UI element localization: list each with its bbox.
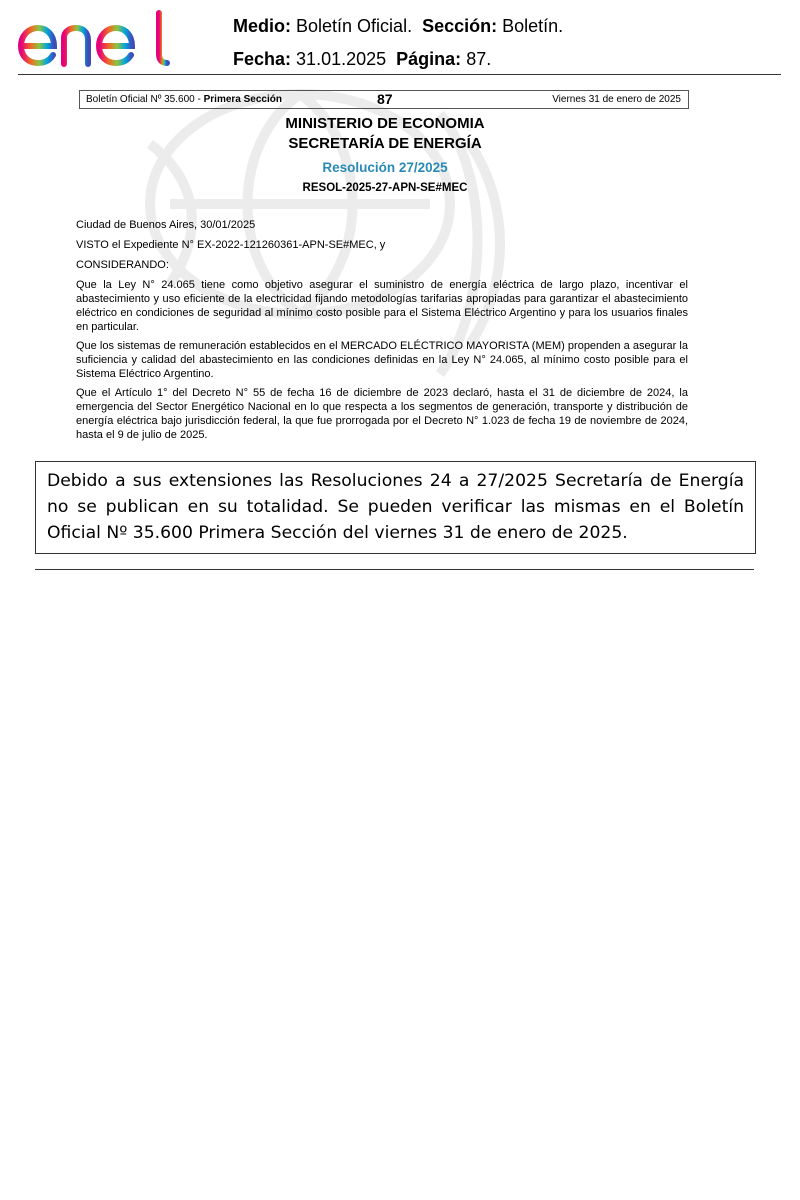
paragraph-mem: Que los sistemas de remuneración establecidos en el MERCADO ELÉCTRICO MAYORISTA (MEM) propenden a asegurar la suficiencia y calidad del abastecimiento en las condiciones definidas en la Ley N° 24.065, al mínimo costo posible para el Sistema Eléctrico Argentino.: [76, 340, 688, 380]
ministry-line-1: MINISTERIO DE ECONOMIA: [285, 115, 485, 132]
enel-logo-graphic: [16, 8, 172, 70]
clipping-metadata: [233, 10, 563, 76]
meta-line-1: [233, 10, 563, 43]
pagina-value: 87.: [466, 49, 492, 69]
bulletin-section: Primera Sección: [203, 94, 282, 105]
enel-logo: [16, 8, 172, 70]
ministry-line-2: SECRETARÍA DE ENERGÍA: [288, 135, 482, 152]
resolution-title: Resolución 27/2025: [322, 160, 448, 175]
resolution-body: [76, 218, 688, 447]
bulletin-header-left: [86, 94, 282, 105]
seccion-label: Sección:: [422, 16, 498, 36]
fecha-label: Fecha:: [233, 49, 292, 69]
fecha-value: 31.01.2025: [296, 49, 387, 69]
bottom-divider: [35, 569, 754, 570]
notice-box: Debido a sus extensiones las Resoluciones 24 a 27/2025 Secretaría de Energía no se publican en su totalidad. Se pueden verificar las mismas en el Boletín Oficial Nº 35.600 Primera Sección del viernes 31 de enero de 2025.: [35, 461, 756, 554]
meta-line-2: [233, 43, 563, 76]
seccion-value: Boletín.: [502, 16, 564, 36]
paragraph-decreto-55: Que el Artículo 1° del Decreto N° 55 de fecha 16 de diciembre de 2023 declaró, hasta el 31 de diciembre de 2024, la emergencia del Sector Energético Nacional en lo que respecta a los segmentos de generación, transporte y distribución de energía eléctrica bajo jurisdicción federal, la que fue prorrogada por el Decreto N° 1.023 de fecha 19 de noviembre de 2024, hasta el 9 de julio de 2025.: [76, 387, 688, 441]
newspaper-clipping: [70, 84, 700, 456]
pagina-label: Página:: [396, 49, 462, 69]
bulletin-header: [79, 90, 689, 109]
medio-value: Boletín Oficial.: [296, 16, 413, 36]
paragraph-visto: VISTO el Expediente N° EX-2022-121260361-APN-SE#MEC, y: [76, 239, 386, 251]
ministry-heading: [70, 114, 700, 154]
header-divider: [18, 74, 781, 75]
paragraph-ley-24065: Que la Ley N° 24.065 tiene como objetivo asegurar el suministro de energía eléctrica de largo plazo, incentivar el abastecimiento y uso eficiente de la electricidad fijando metodologías tarifarias apropiadas para garantizar el abastecimiento eléctrico en condiciones de seguridad al mínimo costo posible para el Sistema Eléctrico Argentino y para los usuarios finales en particular.: [76, 279, 688, 333]
paragraph-considerando: CONSIDERANDO:: [76, 259, 169, 271]
paragraph-place-date: Ciudad de Buenos Aires, 30/01/2025: [76, 219, 256, 231]
bulletin-page-number: 87: [377, 91, 393, 107]
resolution-code: RESOL-2025-27-APN-SE#MEC: [302, 182, 468, 194]
medio-label: Medio:: [233, 16, 291, 36]
bulletin-date: Viernes 31 de enero de 2025: [552, 94, 681, 105]
bulletin-issue: Boletín Oficial Nº 35.600 -: [86, 94, 204, 105]
